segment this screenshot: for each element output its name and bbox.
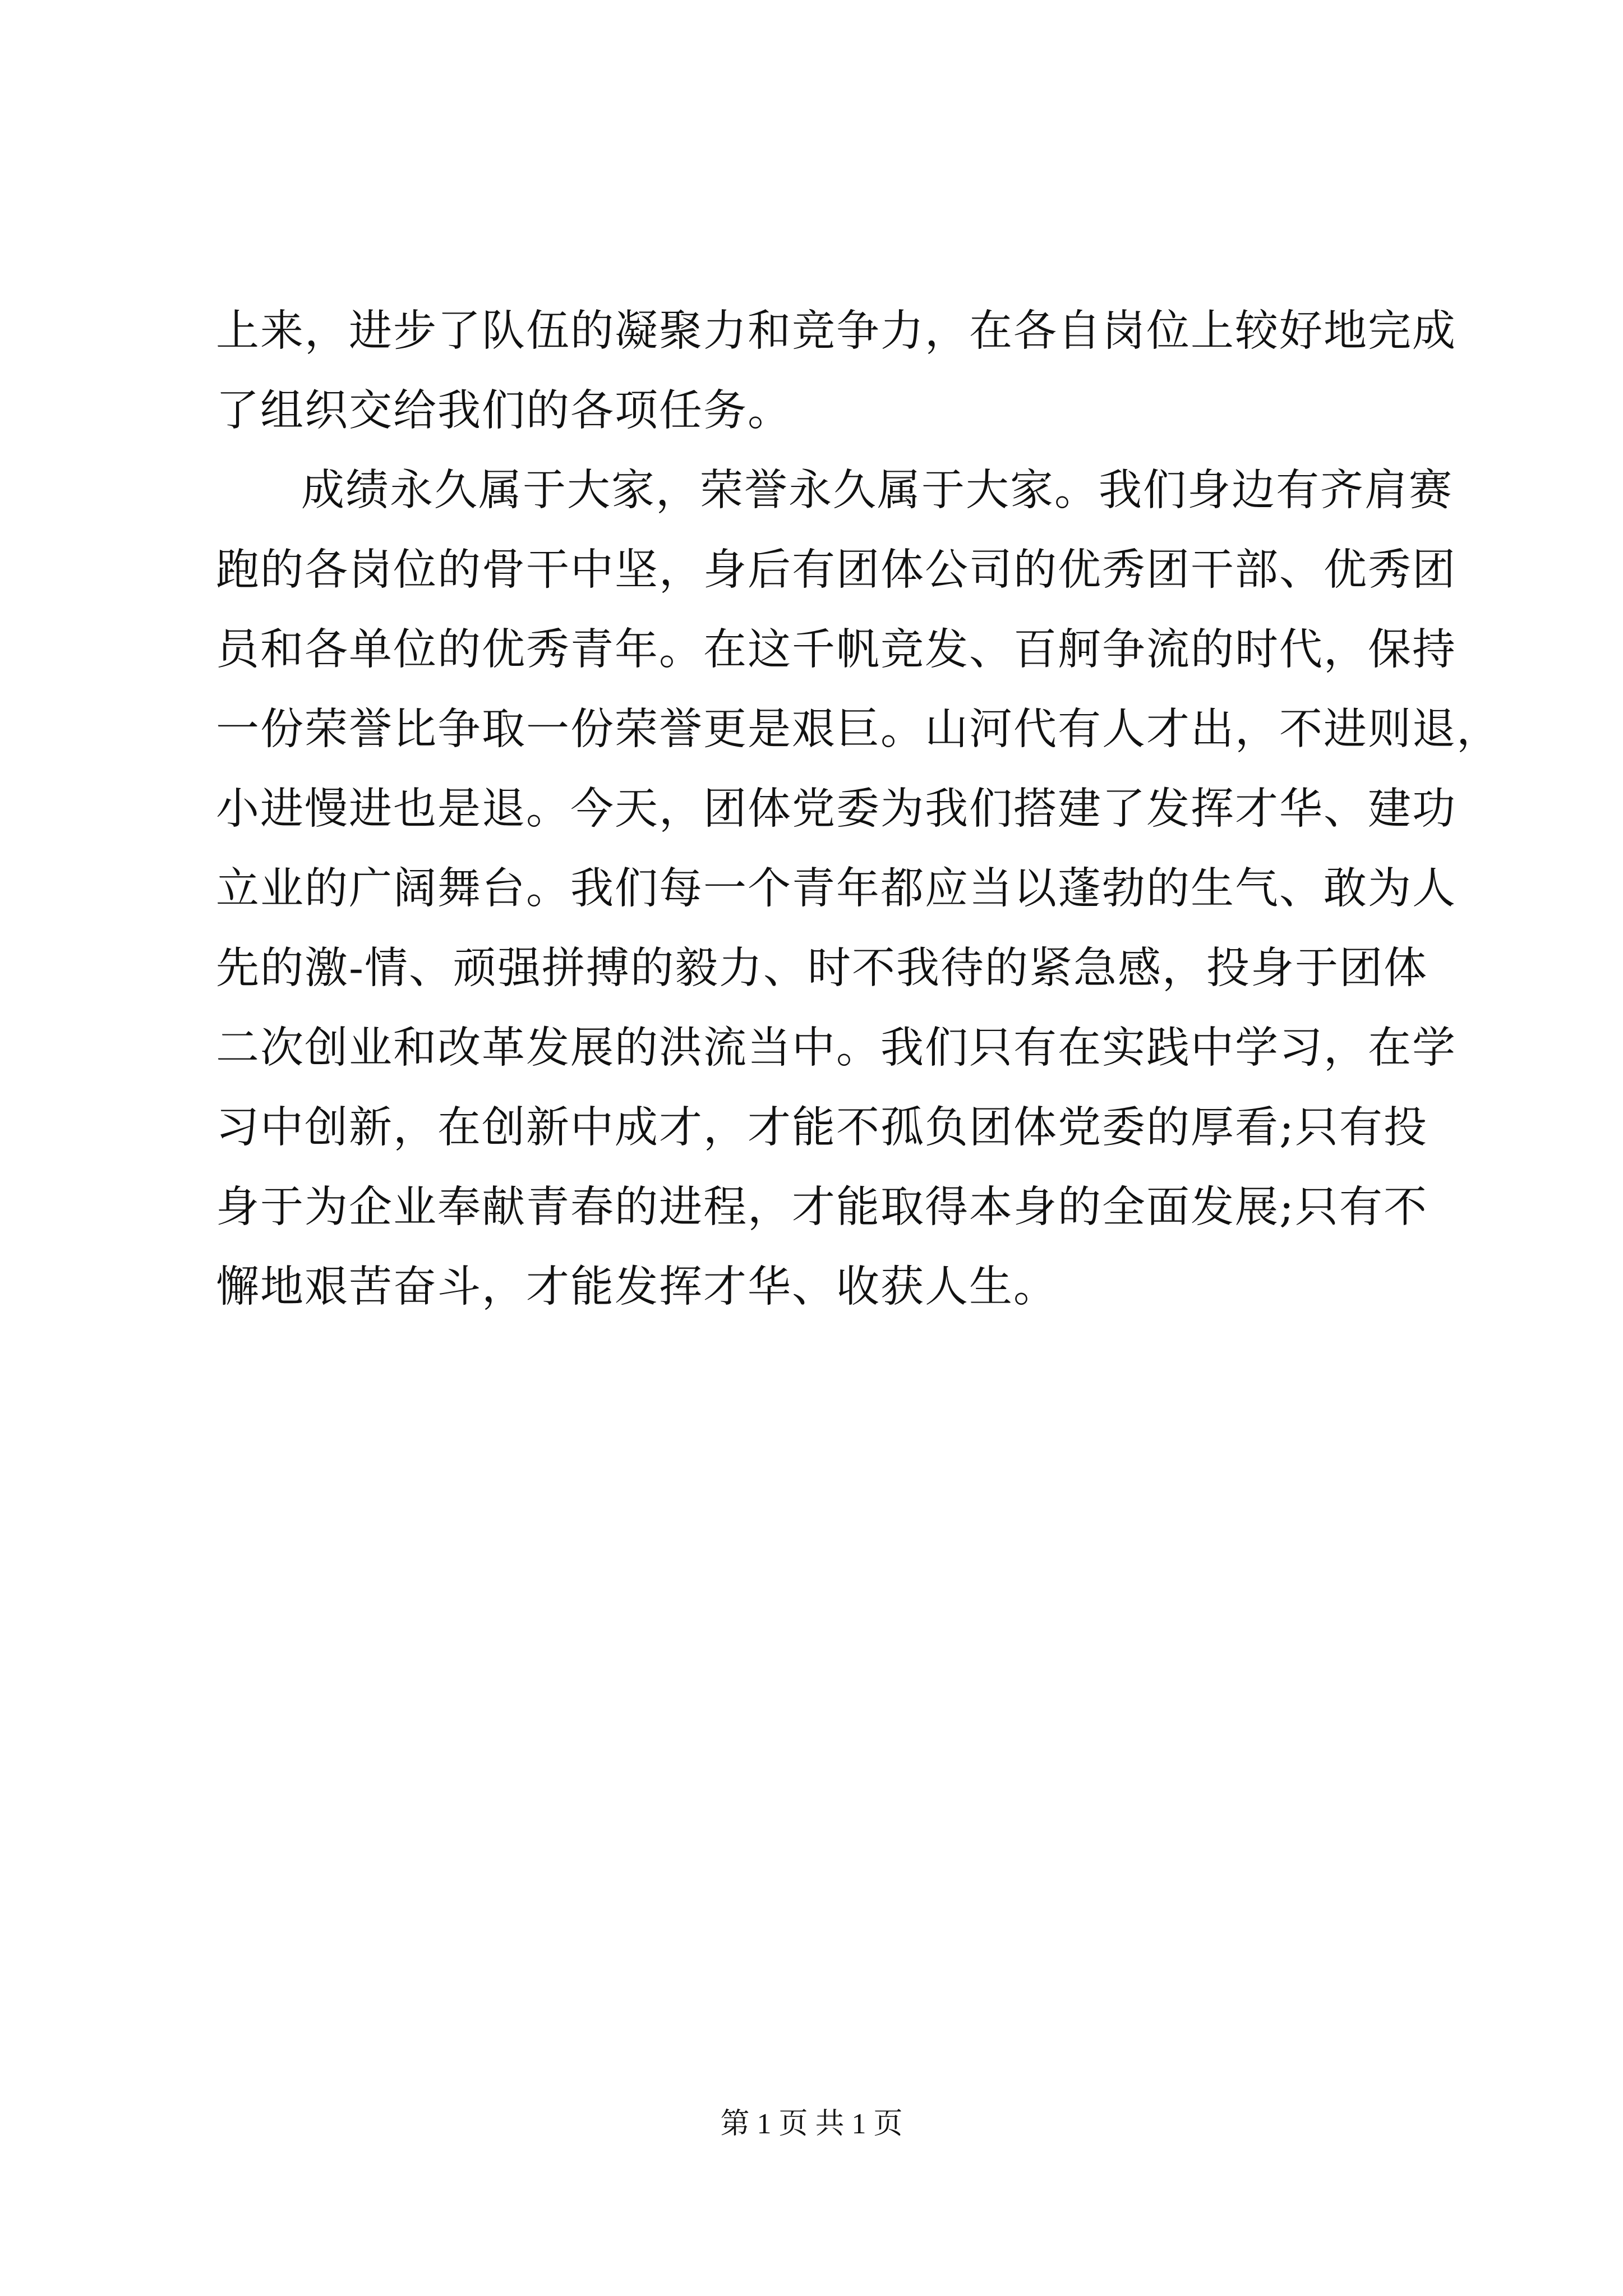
- text-line: 了组织交给我们的各项任务。: [216, 386, 792, 436]
- text-line: 上来，进步了队伍的凝聚力和竞争力，在各自岗位上较好地完成: [216, 306, 1456, 356]
- text-line: 二次创业和改革发展的洪流当中。我们只有在实践中学习，在学: [216, 1023, 1456, 1073]
- text-line: 先的激-情、顽强拼搏的毅力、时不我待的紧急感，投身于团体: [216, 944, 1428, 993]
- text-line: 习中创新，在创新中成才，才能不孤负团体党委的厚看;只有投: [216, 1103, 1428, 1153]
- text-line: 立业的广阔舞台。我们每一个青年都应当以蓬勃的生气、敢为人: [216, 864, 1456, 914]
- text-line: 小进慢进也是退。今天，团体党委为我们搭建了发挥才华、建功: [216, 784, 1456, 834]
- text-line: 一份荣誉比争取一份荣誉更是艰巨。山河代有人才出，不进则退，: [216, 705, 1501, 754]
- text-line: 懈地艰苦奋斗，才能发挥才华、收获人生。: [216, 1262, 1058, 1312]
- page-footer: [0, 2105, 1623, 2144]
- text-line: 员和各单位的优秀青年。在这千帆竞发、百舸争流的时代，保持: [216, 625, 1456, 675]
- text-line: 跑的各岗位的骨干中坚，身后有团体公司的优秀团干部、优秀团: [216, 545, 1456, 595]
- paragraph-1: [216, 292, 1456, 451]
- document-body: [216, 292, 1501, 1327]
- text-line: 成绩永久属于大家，荣誉永久属于大家。我们身边有齐肩赛: [301, 466, 1453, 516]
- text-line: 身于为企业奉献青春的进程，才能取得本身的全面发展;只有不: [216, 1182, 1428, 1232]
- page-number-label: 第 1 页 共 1 页: [720, 2108, 903, 2140]
- paragraph-2: [216, 451, 1501, 1327]
